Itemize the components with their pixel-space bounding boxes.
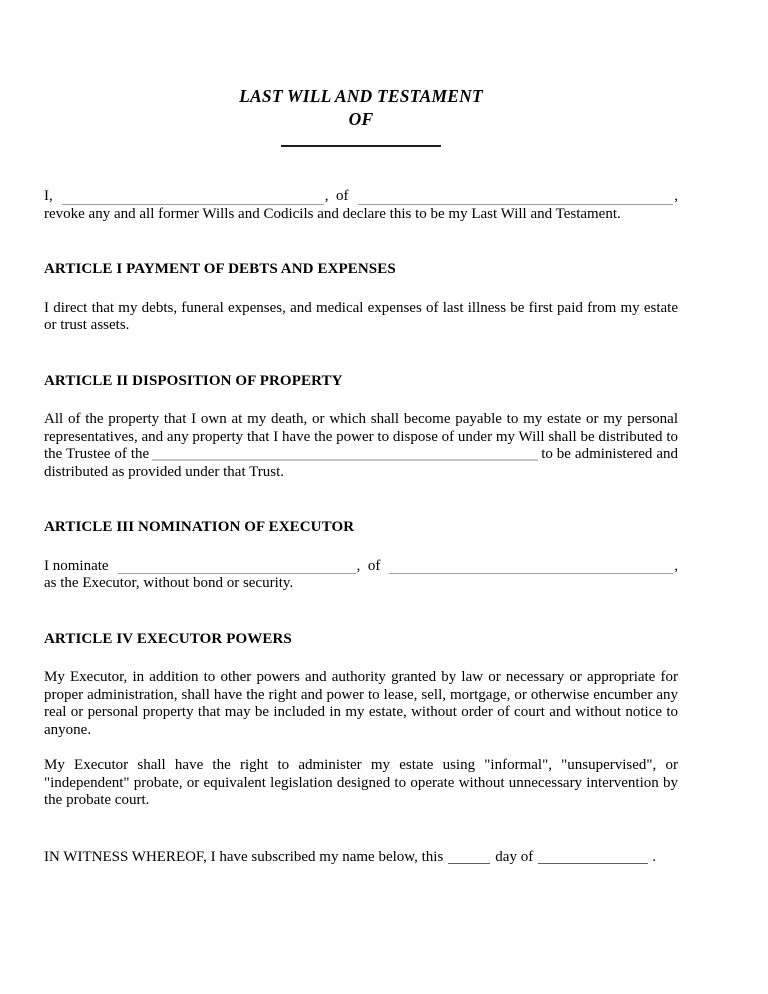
article-2-heading: ARTICLE II DISPOSITION OF PROPERTY <box>44 372 343 389</box>
month-blank[interactable] <box>538 851 648 864</box>
testator-residence-blank[interactable] <box>358 190 674 205</box>
opening-declaration-line <box>44 188 678 206</box>
witness-text-day-of: day of <box>495 848 534 865</box>
trust-name-blank[interactable] <box>152 447 538 461</box>
testator-name-title-blank[interactable] <box>281 145 441 147</box>
article-3-continuation: as the Executor, without bond or security. <box>44 575 294 591</box>
article-4-paragraph-2: My Executor shall have the right to administer my estate using "informal", "unsupervised", or "independent" probate, or equivalent legislation designed to operate without unnecessary intervention by the probate court. <box>44 757 678 808</box>
article-3-section <box>44 519 678 593</box>
witness-text-before-day: IN WITNESS WHEREOF, I have subscribed my name below, this <box>44 848 444 865</box>
article-4-section <box>44 631 678 810</box>
nominate-prefix: I nominate <box>44 557 109 574</box>
article-1-heading: ARTICLE I PAYMENT OF DEBTS AND EXPENSES <box>44 261 396 277</box>
article-2-body-before-blank: All of the property that I own at my death, or which shall become payable to my estate or my personal representatives, and any property that I have the power to dispose of under my Will shall be distributed to the Trustee of the <box>44 411 678 462</box>
executor-nomination-line <box>44 558 678 576</box>
opening-prefix: I, <box>44 188 53 204</box>
article-2-body-after-blank: to be administered and distributed as provided under that Trust. <box>44 446 678 480</box>
executor-name-blank[interactable] <box>118 559 356 574</box>
nominate-mid: , of <box>356 557 381 574</box>
opening-continuation: revoke any and all former Wills and Codicils and declare this to be my Last Will and Testament. <box>44 205 621 222</box>
document-header <box>44 85 678 147</box>
opening-suffix: , <box>674 188 678 204</box>
witness-period: . <box>652 848 656 865</box>
opening-mid: , of <box>324 188 349 204</box>
testator-name-blank[interactable] <box>62 190 324 205</box>
nominate-suffix: , <box>674 557 678 574</box>
executor-residence-blank[interactable] <box>389 559 673 574</box>
day-blank[interactable] <box>448 851 490 864</box>
article-1-section <box>44 261 678 335</box>
article-2-section <box>44 373 678 482</box>
article-3-heading: ARTICLE III NOMINATION OF EXECUTOR <box>44 519 355 535</box>
document-title: LAST WILL AND TESTAMENT <box>239 86 483 106</box>
article-4-paragraph-1: My Executor, in addition to other powers and authority granted by law or necessary or appropriate for proper administration, shall have the right and power to lease, sell, mortgage, or otherwise encumber any real or personal property that may be included in my estate, without order of court and without notice to anyone. <box>44 669 678 738</box>
document-title-of: OF <box>348 109 374 129</box>
article-2-body <box>44 411 678 481</box>
article-4-heading: ARTICLE IV EXECUTOR POWERS <box>44 630 292 647</box>
witness-clause <box>44 849 678 867</box>
article-1-body: I direct that my debts, funeral expenses, and medical expenses of last illness be first paid from my estate or trust assets. <box>44 299 678 333</box>
